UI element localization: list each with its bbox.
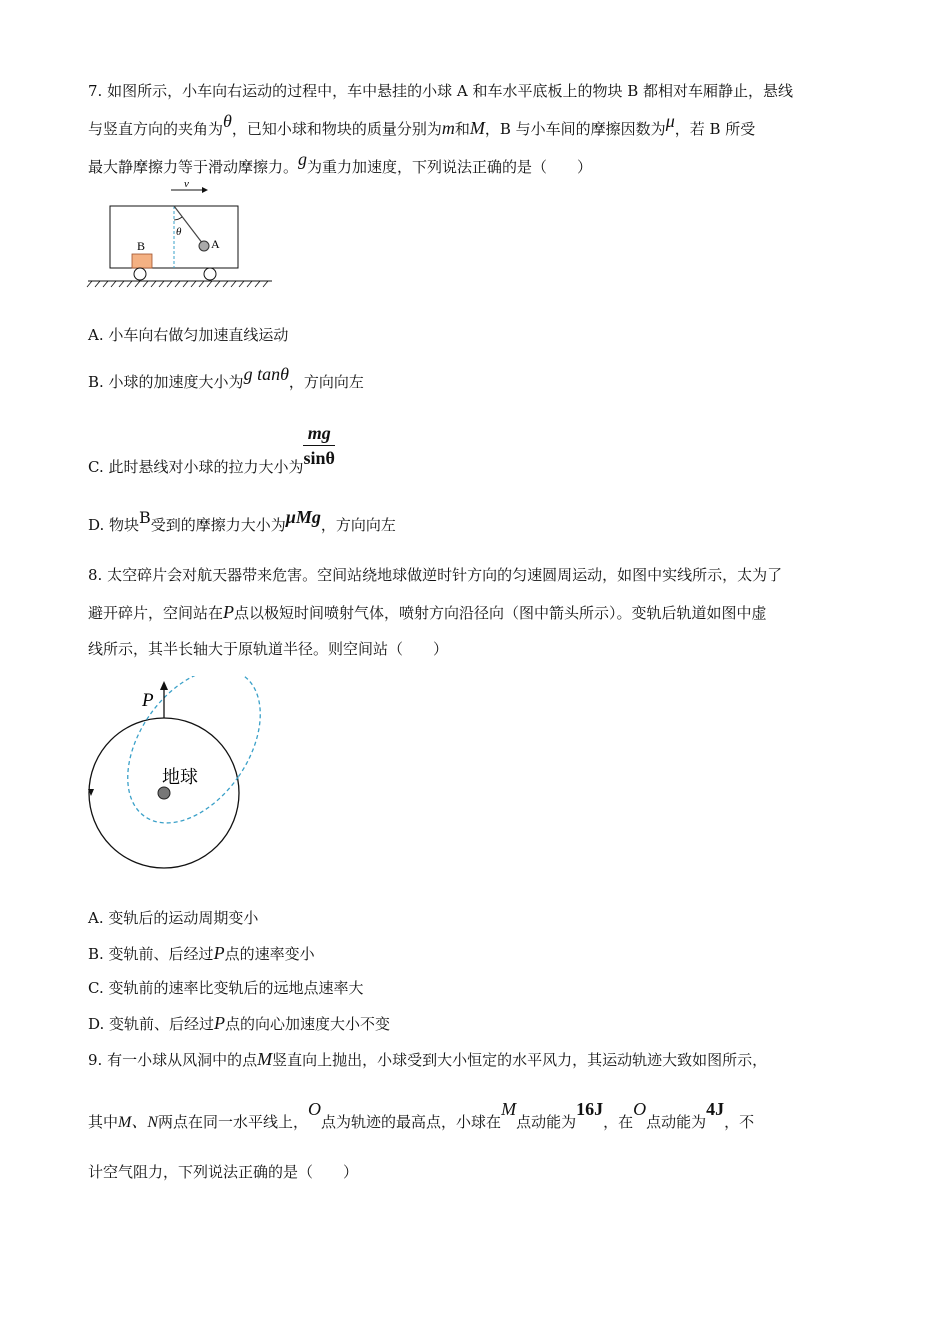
q7-option-b: B. 小球的加速度大小为g tanθ，方向向左 xyxy=(88,364,364,391)
option-b-formula: g tanθ xyxy=(243,364,289,384)
mass-M: M xyxy=(469,118,485,138)
ball-A-label: A xyxy=(211,237,220,251)
q7-option-d: D. 物块B受到的摩擦力大小为μMg，方向向左 xyxy=(88,507,396,534)
velocity-arrowhead xyxy=(202,187,208,193)
block-B-label: B xyxy=(137,239,146,253)
point-P-label: P xyxy=(142,690,154,711)
ball-A xyxy=(199,241,209,251)
mass-m: m xyxy=(441,118,455,138)
theta-symbol: θ xyxy=(223,111,232,131)
q8-line-2: 避开碎片，空间站在P点以极短时间喷射气体，喷射方向沿径向（图中箭头所示）。变轨后轨道如图中虚 xyxy=(88,602,767,622)
q7-option-c: C. 此时悬线对小球的拉力大小为 $\frac{mg}{\sin\theta}$ xyxy=(88,423,335,476)
point-P: P xyxy=(223,602,235,622)
g-symbol: g xyxy=(298,149,308,169)
earth-label: 地球 xyxy=(162,767,198,788)
q7-line-1: 7. 如图所示，小车向右运动的过程中，车中悬挂的小球 A 和车水平底板上的物块 B 都相对车厢静止，悬线 xyxy=(88,82,794,100)
cart-figure xyxy=(84,180,284,295)
earth-dot xyxy=(158,787,170,799)
energy-16J: 16J xyxy=(576,1099,604,1119)
point-M: M xyxy=(257,1049,273,1069)
ground-hatching xyxy=(87,281,268,287)
q8-option-a: A. 变轨后的运动周期变小 xyxy=(88,909,259,927)
elliptical-orbit xyxy=(100,676,262,847)
point-O: O xyxy=(308,1099,322,1119)
velocity-label: v xyxy=(184,180,189,190)
q9-line-2: 其中M、N两点在同一水平线上，O点为轨迹的最高点，小球在M点动能为16J，在O点动能为4J，不 xyxy=(88,1099,755,1131)
string-line xyxy=(174,206,203,244)
q9-line-1: 9. 有一小球从风洞中的点M竖直向上抛出，小球受到大小恒定的水平风力，其运动轨迹大致如图所示， xyxy=(88,1049,768,1069)
q9-line-3: 计空气阻力，下列说法正确的是（ ） xyxy=(88,1163,359,1181)
q7-option-a: A. 小车向右做匀加速直线运动 xyxy=(88,326,289,344)
q7-line-3: 最大静摩擦力等于滑动摩擦力。g为重力加速度，下列说法正确的是（ ） xyxy=(88,149,593,176)
angle-arc xyxy=(174,217,182,220)
q8-option-d: D. 变轨前、后经过P点的向心加速度大小不变 xyxy=(88,1013,391,1033)
q7-line-2: 与竖直方向的夹角为θ，已知小球和物块的质量分别为m和M，B 与小车间的摩擦因数为μ，若 B 所受 xyxy=(88,111,756,138)
option-d-formula: μMg xyxy=(285,507,321,527)
wheel-right xyxy=(204,268,216,280)
q8-line-1: 8. 太空碎片会对航天器带来危害。空间站绕地球做逆时针方向的匀速圆周运动，如图中实线所示，太为了 xyxy=(88,566,783,584)
wheel-left xyxy=(134,268,146,280)
block-B xyxy=(132,254,152,268)
theta-label: θ xyxy=(176,226,182,238)
thrust-arrowhead xyxy=(160,681,168,690)
option-c-fraction: $\frac{mg}{\sin\theta}$ xyxy=(303,423,335,468)
q8-option-b: B. 变轨前、后经过P点的速率变小 xyxy=(88,943,315,963)
mu-symbol: μ xyxy=(665,111,675,131)
energy-4J: 4J xyxy=(706,1099,725,1119)
q8-line-3: 线所示，其半长轴大于原轨道半径。则空间站（ ） xyxy=(88,640,449,658)
q8-option-c: C. 变轨前的速率比变轨后的远地点速率大 xyxy=(88,979,364,997)
orbit-figure xyxy=(82,676,262,872)
